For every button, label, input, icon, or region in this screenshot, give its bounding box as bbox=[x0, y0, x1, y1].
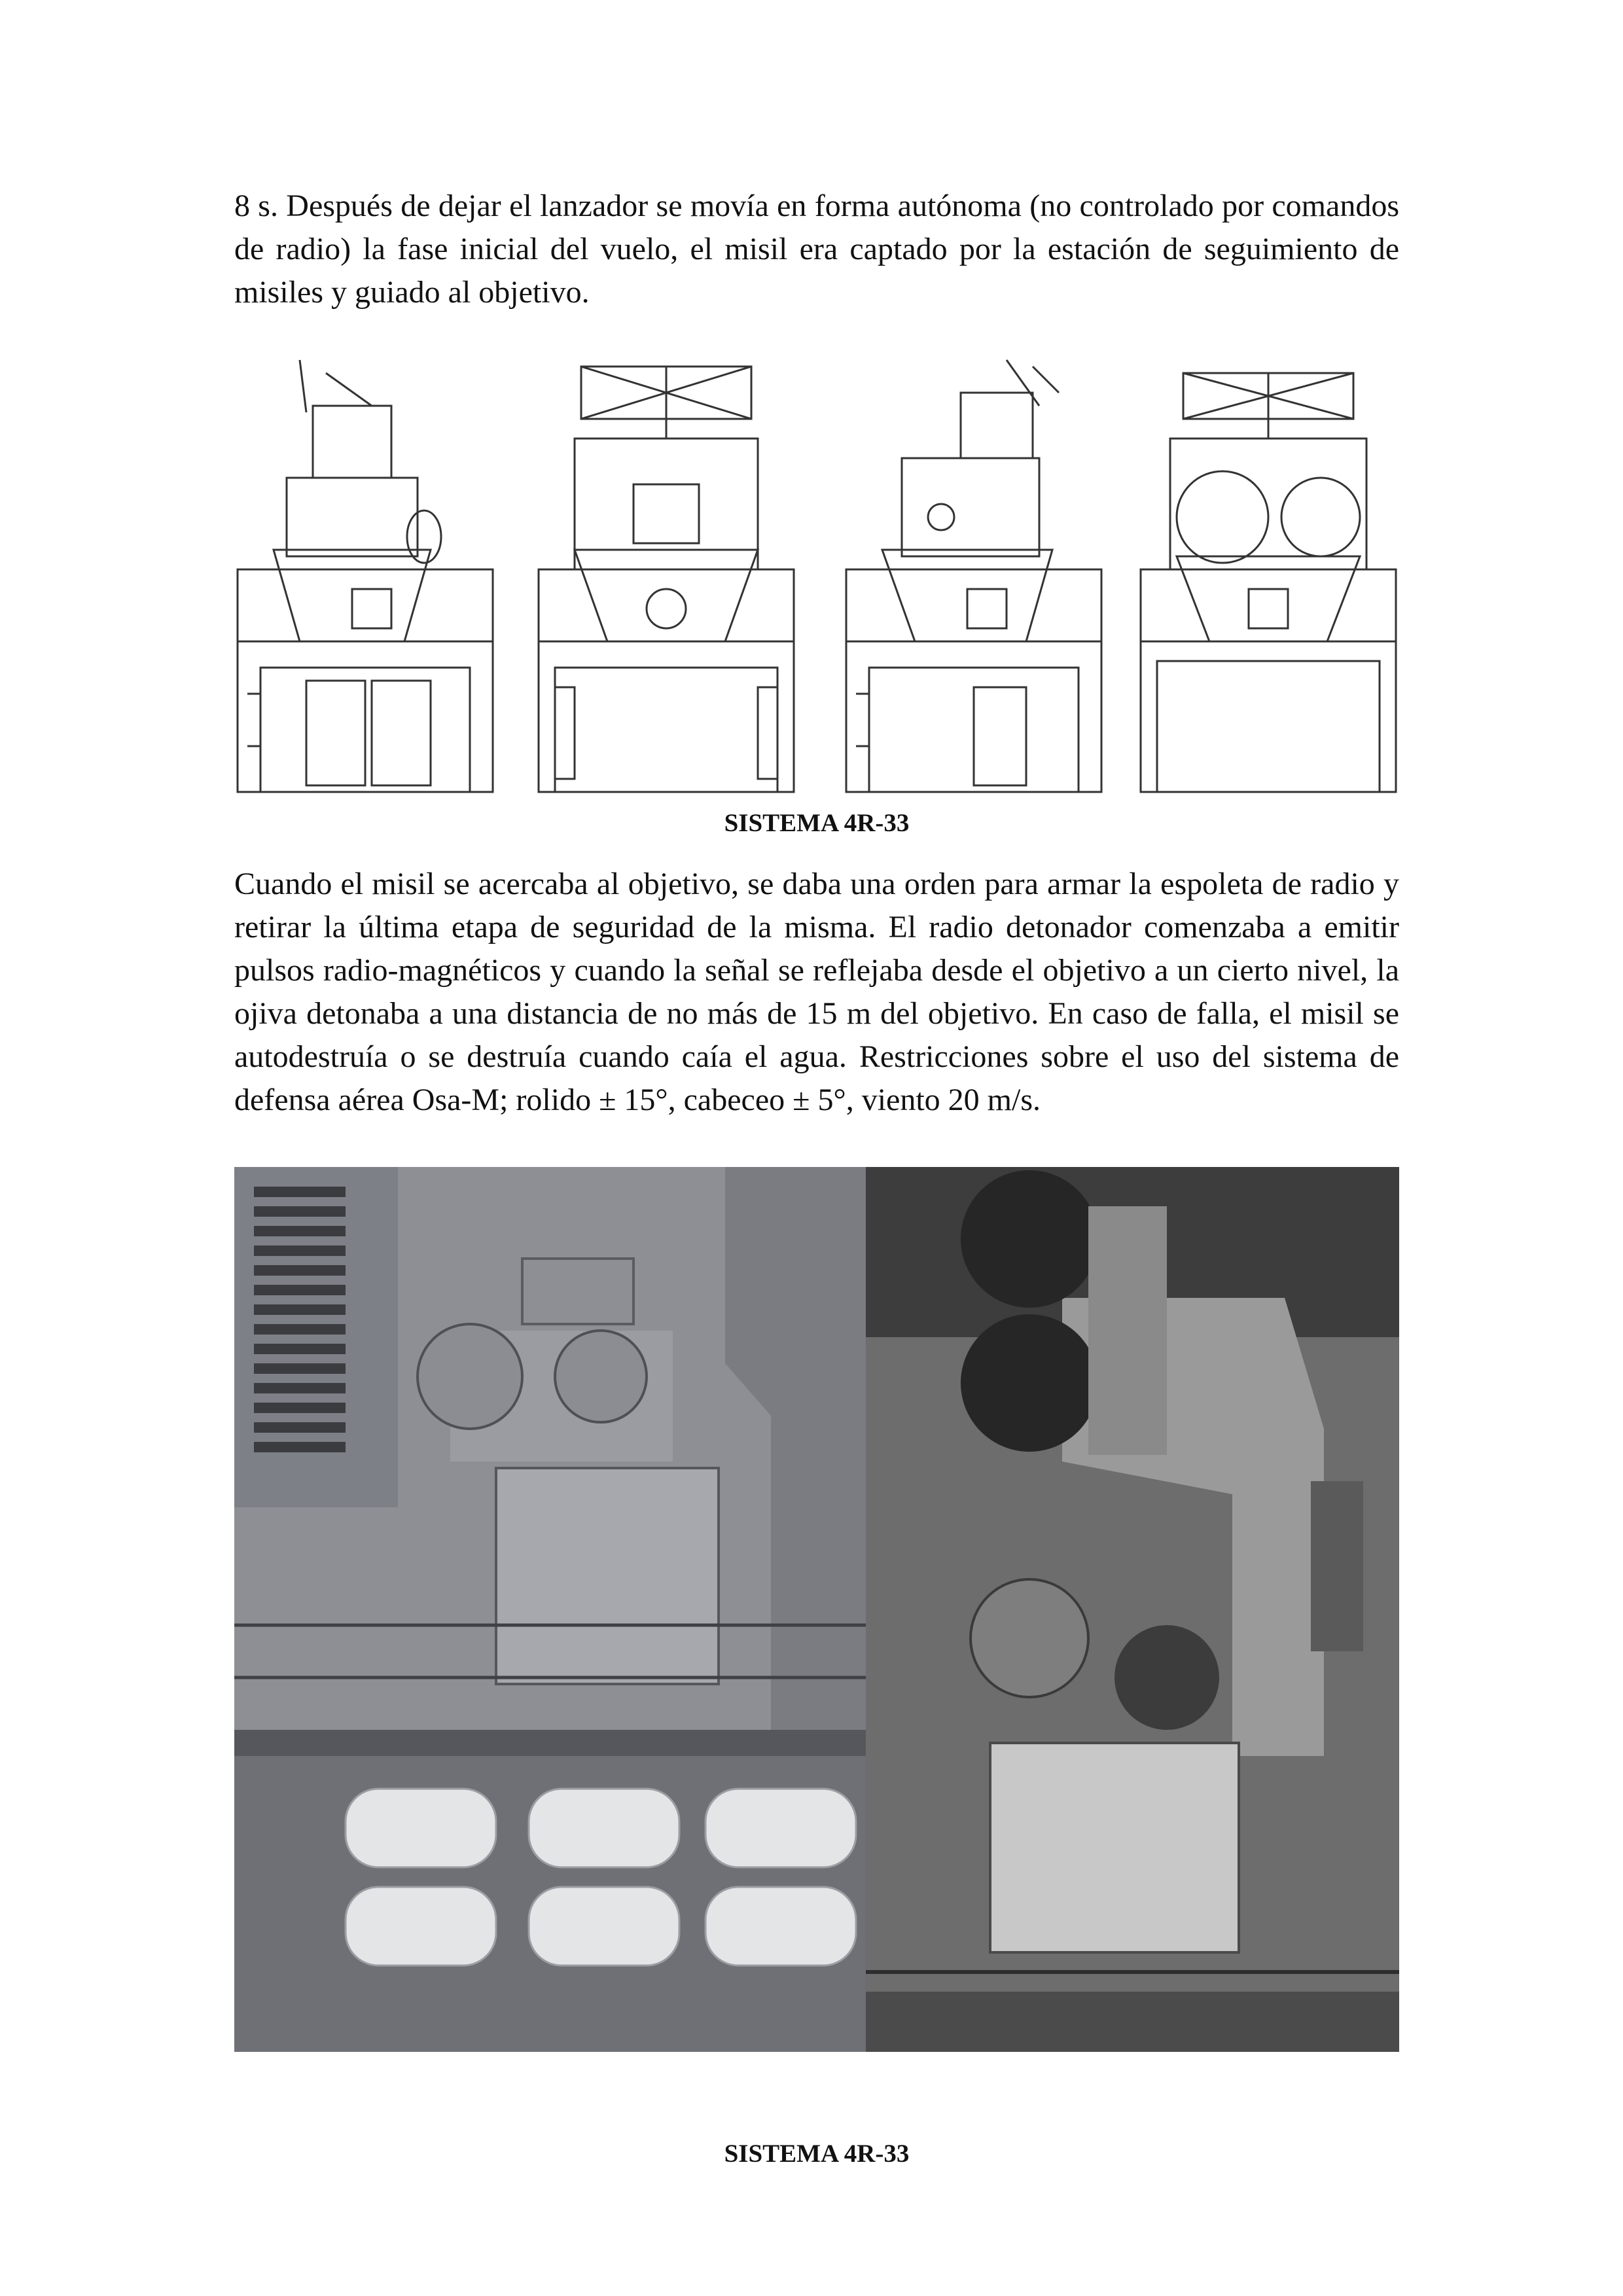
photo-bw-installation bbox=[866, 1167, 1399, 2052]
paragraph-guidance: Cuando el misil se acercaba al objetivo, se daba una orden para armar la espoleta de radio y retirar la última etapa de seguridad de la misma. El radio detonador comenzaba a emitir pulsos radio-magnéticos y cuando la señal se reflejaba desde el objetivo a un cierto nivel, la ojiva detonaba a una distancia de no más de 15 m del objetivo. En caso de falla, el misil se autodestruía o se destruía cuando caía el agua. Restricciones sobre el uso del sistema de defensa aérea Osa-M; rolido ± 15°, cabeceo ± 5°, viento 20 m/s. bbox=[234, 867, 1399, 1117]
drawing-side-view-2 bbox=[843, 353, 1105, 798]
caption-drawings: SISTEMA 4R-33 bbox=[724, 809, 910, 837]
photographs bbox=[234, 1167, 1399, 2052]
caption-photos: SISTEMA 4R-33 bbox=[724, 2140, 910, 2168]
paragraph-intro: 8 s. Después de dejar el lanzador se movía en forma autónoma (no controlado por comandos de radio) la fase inicial del vuelo, el misil era captado por la estación de seguimiento de misiles y guiado al objetivo. bbox=[234, 188, 1399, 310]
drawing-side-view-1 bbox=[234, 353, 496, 798]
photo-color-installation bbox=[234, 1167, 866, 2052]
technical-drawings bbox=[234, 353, 1399, 798]
drawing-front-view-1 bbox=[535, 353, 797, 798]
drawing-front-view-2 bbox=[1137, 353, 1399, 798]
